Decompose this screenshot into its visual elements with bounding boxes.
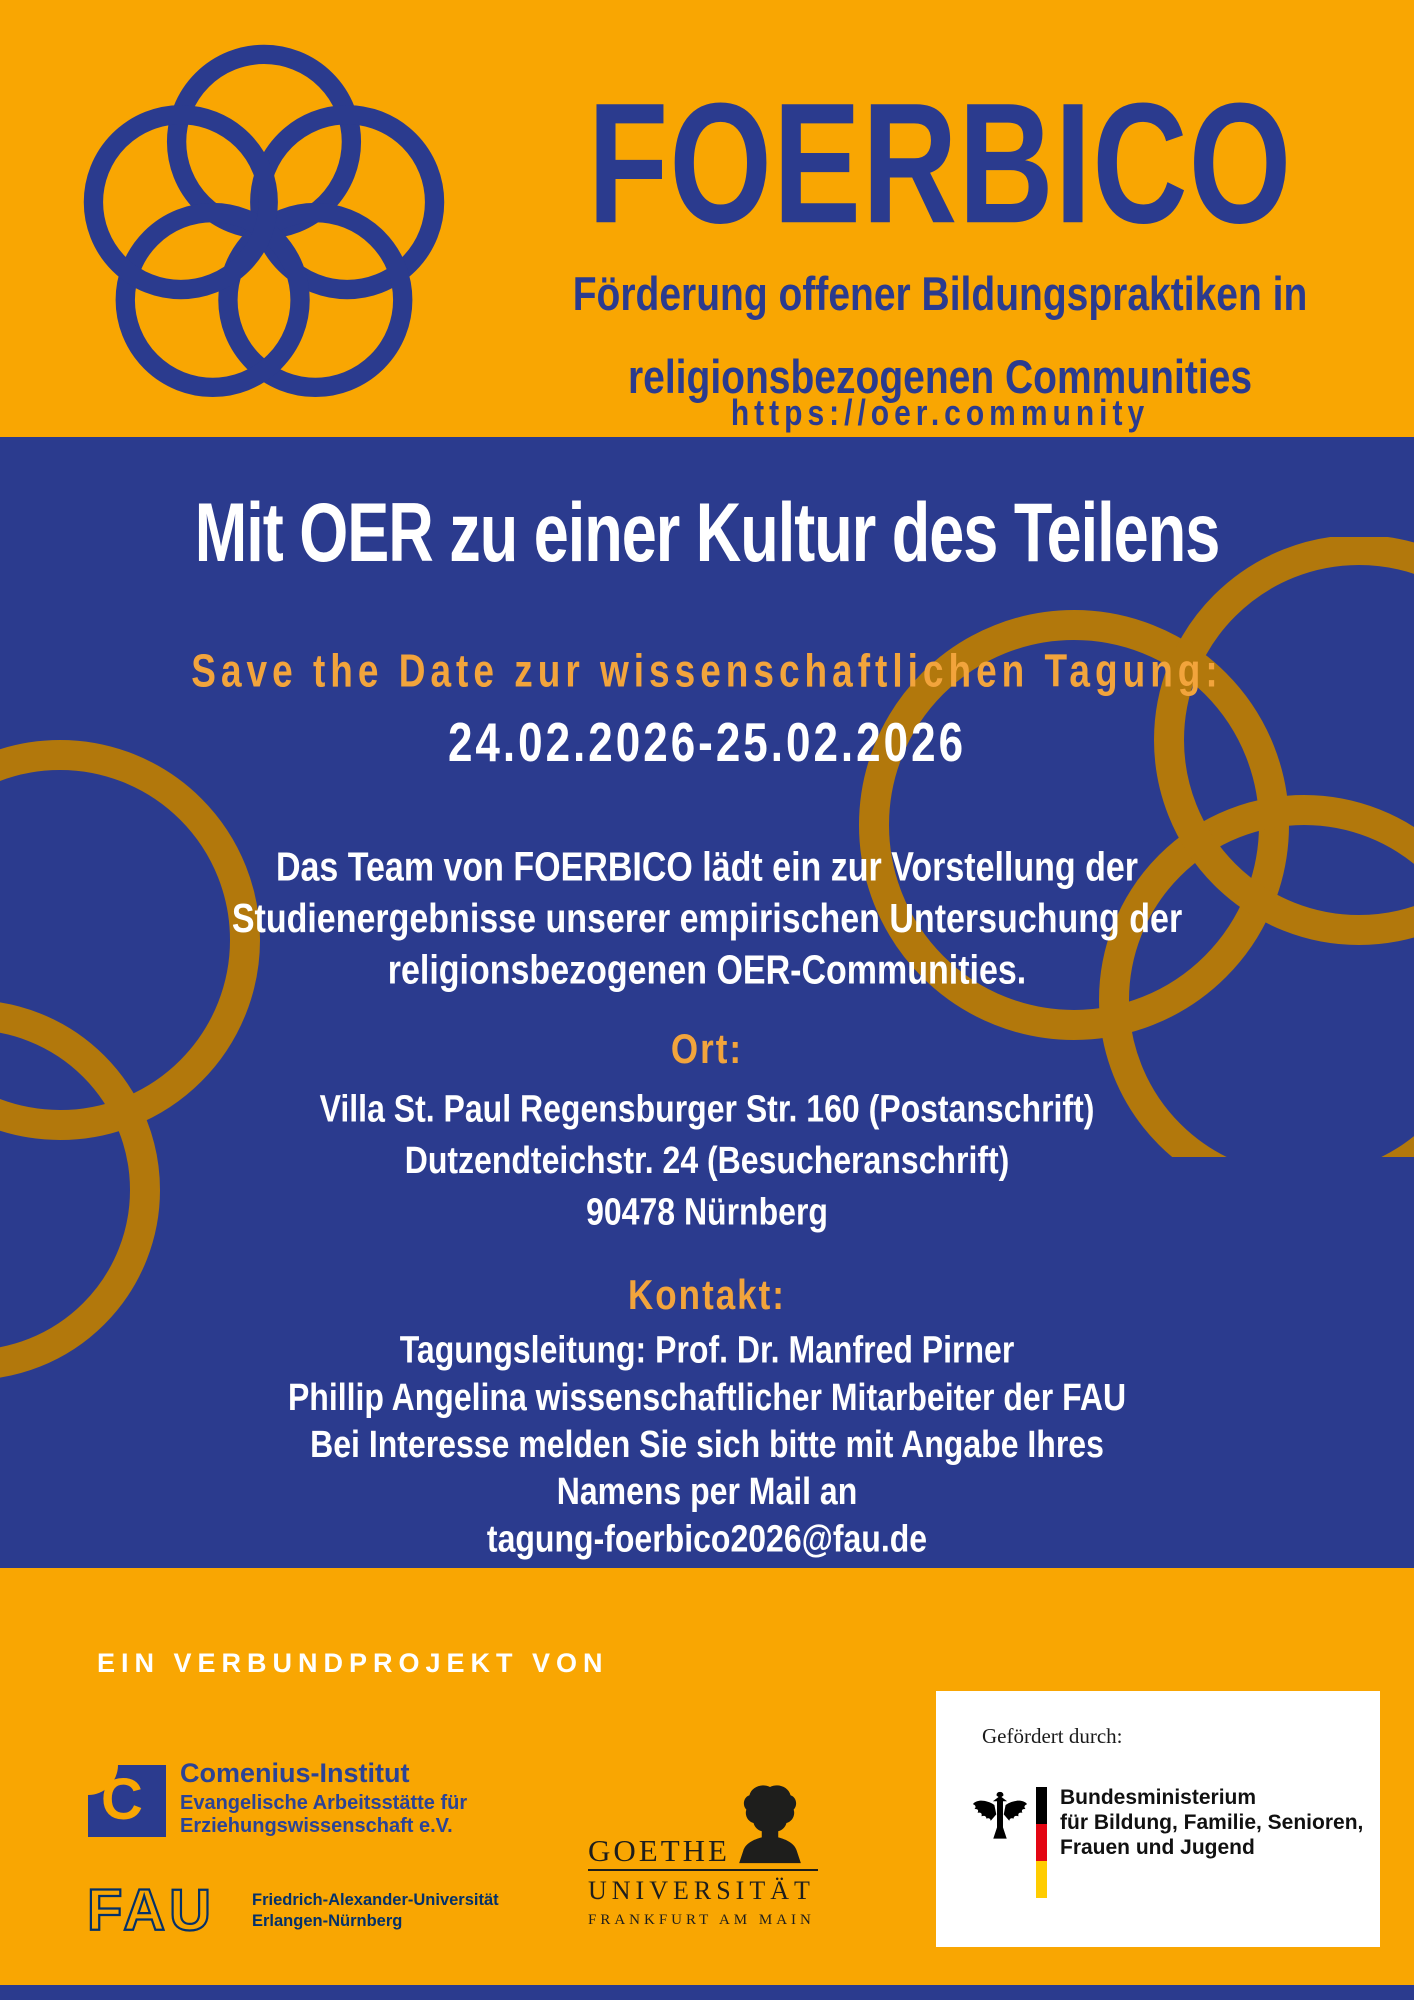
goethe-university-logo [588,1782,850,1929]
flag-gold [1036,1861,1047,1898]
location-address [0,1083,1414,1238]
announcement-section [0,437,1414,1568]
contact-line: Phillip Angelina wissenschaftlicher Mitarbeiter der FAU [287,1375,1127,1419]
federal-eagle-icon [972,1783,1028,1855]
goethe-divider [588,1869,818,1871]
main-heading: Mit OER zu einer Kultur des Teilens [194,487,1220,580]
intro-line: religionsbezogenen OER-Communities. [387,947,1027,994]
bottom-border-bar [0,1985,1414,2000]
address-line: 90478 Nürnberg [586,1189,828,1233]
flag-red [1036,1824,1047,1861]
funding-box [936,1691,1380,1947]
ministry-line: Frauen und Jugend [1060,1836,1255,1859]
contact-line: Tagungsleitung: Prof. Dr. Manfred Pirner [399,1328,1015,1371]
comenius-c-letter: C [101,1767,143,1832]
partners-section [0,1568,1414,1985]
comenius-name: Comenius-Institut [180,1758,410,1788]
goethe-logo-row [588,1782,850,1866]
event-date-range: 24.02.2026-25.02.2026 [447,712,967,774]
german-flag-bar-icon [1036,1787,1047,1898]
fau-description [252,1890,499,1932]
goethe-wordmark: GOETHE [588,1833,730,1868]
ministry-name [1060,1785,1363,1860]
subtitle-line-2: religionsbezogenen Communities [627,351,1253,405]
intro-line: Das Team von FOERBICO lädt ein zur Vorstellung der [275,844,1139,890]
goethe-city-line: FRANKFURT AM MAIN [588,1912,815,1928]
foerbico-rosette-logo-icon [80,32,448,408]
location-label: Ort: [670,1026,744,1073]
intro-line: Studienergebnisse unserer empirischen Untersuchung der [231,896,1183,942]
header [0,0,1414,437]
funding-label: Gefördert durch: [982,1724,1123,1748]
fau-description-line: Friedrich-Alexander-Universität [252,1891,499,1909]
ministry-line: Bundesministerium [1060,1786,1257,1809]
project-url-link[interactable]: https://oer.community [730,394,1150,434]
contact-details [0,1326,1414,1562]
contact-label: Kontakt: [628,1272,786,1319]
comenius-description [180,1792,467,1838]
comenius-description-line: Evangelische Arbeitsstätte für [180,1792,468,1814]
project-title: FOERBICO [587,67,1293,259]
contact-line: Bei Interesse melden Sie sich bitte mit Angabe Ihres [310,1422,1104,1466]
address-line: Villa St. Paul Regensburger Str. 160 (Postanschrift) [319,1086,1095,1130]
ministry-line: für Bildung, Familie, Senioren, [1060,1811,1364,1834]
comenius-description-line: Erziehungswissenschaft e.V. [180,1815,453,1837]
partners-heading: EIN VERBUNDPROJEKT VON [97,1648,609,1678]
goethe-university-line: UNIVERSITÄT [588,1876,815,1905]
address-line: Dutzendteichstr. 24 (Besucheranschrift) [404,1138,1010,1182]
flag-black [1036,1787,1047,1824]
subtitle-line-1: Förderung offener Bildungspraktiken in [572,268,1308,322]
goethe-portrait-icon [734,1782,806,1866]
contact-line: Namens per Mail an [556,1469,858,1513]
header-text-block [470,0,1410,434]
comenius-logo-icon [88,1765,166,1837]
intro-paragraph [0,842,1414,997]
save-the-date-line: Save the Date zur wissenschaftlichen Tagung: [191,645,1223,697]
fau-logo-icon [85,1880,245,1942]
contact-email-link[interactable]: tagung-foerbico2026@fau.de [486,1517,928,1560]
svg-text:FAU: FAU [87,1880,215,1942]
fau-description-line: Erlangen-Nürnberg [252,1912,403,1930]
